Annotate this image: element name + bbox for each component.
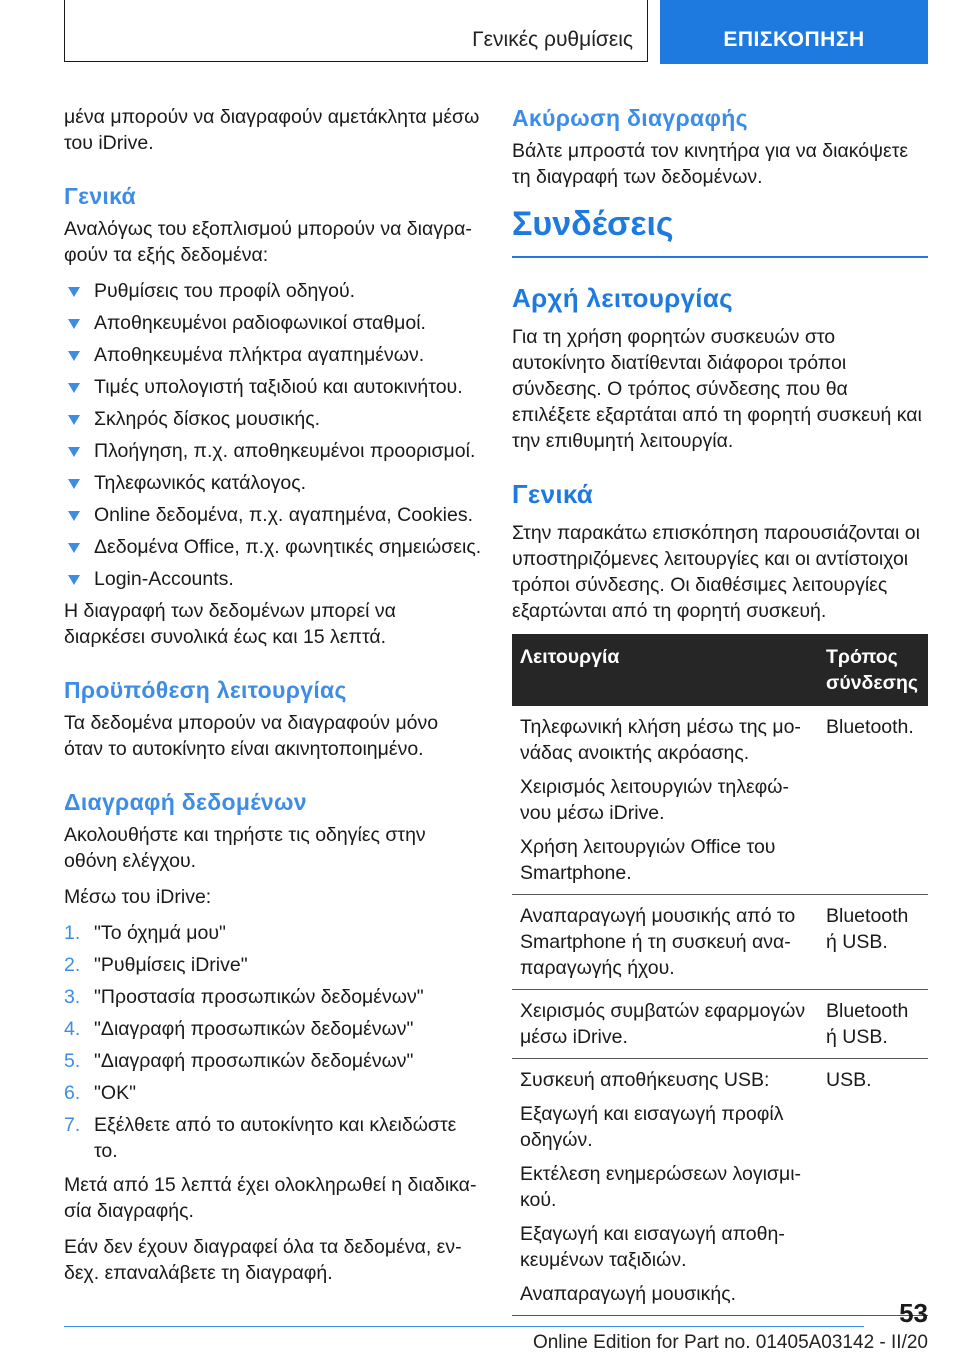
overview-tab[interactable]: ΕΠΙΣΚΟΠΗΣΗ (660, 0, 928, 64)
step-item: 7. Εξέλθετε από το αυτοκίνητο και κλειδώστε το. (64, 1114, 457, 1162)
triangle-bullet-icon (68, 383, 80, 393)
connections-heading: Συνδέσεις (512, 204, 928, 258)
list-item: Τηλεφωνικός κατάλογος. (64, 470, 482, 496)
table-row (512, 706, 928, 895)
via-idrive-text: Μέσω του iDrive: (64, 886, 212, 908)
list-item: Αποθηκευμένοι ραδιοφωνικοί σταθμοί. (64, 310, 482, 336)
cancel-heading: Ακύρωση διαγραφής (512, 105, 748, 131)
section-title: Γενικές ρυθμίσεις (64, 0, 648, 62)
delete-data-text: Ακολουθήστε και τηρήστε τις οδηγίες στην οθόνη ελέγχου. (64, 824, 426, 872)
column-header-function: Λειτουργία (512, 634, 818, 706)
triangle-bullet-icon (68, 511, 80, 521)
step-item: 4. "Διαγραφή προσωπικών δεδομένων" (64, 1018, 414, 1040)
function-cell: Αναπαραγωγή μουσικής από το Smartphone ή τη συσκευή ανα‐παραγωγής ήχου. (512, 895, 818, 990)
list-item: Login-Accounts. (64, 566, 482, 592)
function-cell: Τηλεφωνική κλήση μέσω της μο‐νάδας ανοικτής ακρόασης. Χειρισμός λειτουργιών τηλεφώ‐νου μέσω iDrive. Χρήση λειτουργιών Office του Smartphone. (512, 706, 818, 895)
step-item: 1. "Το όχημά μου" (64, 922, 226, 944)
table-row (512, 990, 928, 1059)
list-item: Τιμές υπολογιστή ταξιδιού και αυτοκινήτου. (64, 374, 482, 400)
function-cell: Συσκευή αποθήκευσης USB: Εξαγωγή και εισαγωγή προφίλ οδηγών. Εκτέλεση ενημερώσεων λογισμι‐κού. Εξαγωγή και εισαγωγή αποθη‐κευμένων ταξιδιών. Αναπαραγωγή μουσικής. (512, 1059, 818, 1316)
principle-heading: Αρχή λειτουργίας (512, 283, 733, 313)
precondition-text: Τα δεδομένα μπορούν να διαγραφούν μόνο όταν το αυτοκίνητο είναι ακινητοποιημένο. (64, 712, 439, 760)
intro-text: μένα μπορούν να διαγραφούν αμετάκλητα μέσω του iDrive. (64, 106, 480, 154)
after-text: Μετά από 15 λεπτά έχει ολοκληρωθεί η διαδικα‐σία διαγραφής. (64, 1174, 477, 1222)
triangle-bullet-icon (68, 479, 80, 489)
step-item: 6. "OK" (64, 1082, 137, 1104)
general-heading: Γενικά (64, 183, 136, 209)
connection-cell: USB. (818, 1059, 928, 1316)
step-item: 5. "Διαγραφή προσωπικών δεδομένων" (64, 1050, 414, 1072)
connection-cell: Bluetooth ή USB. (818, 990, 928, 1059)
table-row (512, 895, 928, 990)
right-column (512, 104, 928, 1316)
triangle-bullet-icon (68, 319, 80, 329)
column-header-connection: Τρόπος σύνδεσης (818, 634, 928, 706)
delete-steps-list (64, 920, 482, 1164)
connection-cell: Bluetooth. (818, 706, 928, 895)
delete-data-heading: Διαγραφή δεδομένων (64, 789, 307, 815)
triangle-bullet-icon (68, 415, 80, 425)
triangle-bullet-icon (68, 351, 80, 361)
triangle-bullet-icon (68, 575, 80, 585)
duration-text: Η διαγραφή των δεδομένων μπορεί να διαρκέσει συνολικά έως και 15 λεπτά. (64, 600, 396, 648)
triangle-bullet-icon (68, 447, 80, 457)
edition-footer: Online Edition for Part no. 01405A03142 - II/20 (532, 1332, 928, 1353)
triangle-bullet-icon (68, 543, 80, 553)
connection-cell: Bluetooth ή USB. (818, 895, 928, 990)
cancel-text: Βάλτε μπροστά τον κινητήρα για να διακόψετε τη διαγραφή των δεδομένων. (512, 140, 909, 188)
function-cell: Χειρισμός συμβατών εφαρμογών μέσω iDrive. (512, 990, 818, 1059)
list-item: Δεδομένα Office, π.χ. φωνητικές σημειώσεις. (64, 534, 482, 560)
list-item: Ρυθμίσεις του προφίλ οδηγού. (64, 278, 482, 304)
precondition-heading: Προϋπόθεση λειτουργίας (64, 677, 347, 703)
deletable-data-list (64, 278, 482, 592)
page-number: 53 (899, 1298, 928, 1328)
list-item: Online δεδομένα, π.χ. αγαπημένα, Cookies. (64, 502, 482, 528)
connection-table (512, 634, 928, 1316)
triangle-bullet-icon (68, 287, 80, 297)
list-item: Σκληρός δίσκος μουσικής. (64, 406, 482, 432)
general-text-right: Στην παρακάτω επισκόπηση παρουσιάζονται οι υποστηριζόμενες λειτουργίες και οι αντίστοιχοι τρόποι σύνδεσης. Οι διαθέσιμες λειτουργίες εξαρτώνται από τη φορητή συσκευή. (512, 522, 920, 622)
page-header (64, 0, 928, 64)
general-heading-right: Γενικά (512, 479, 594, 509)
principle-text: Για τη χρήση φορητών συσκευών στο αυτοκίνητο διατίθενται διάφοροι τρόποι σύνδεσης. Ο τρόπος σύνδεσης που θα επιλέξετε εξαρτάται από τη φορητή συσκευή και την επιθυμητή λειτουργία. (512, 326, 922, 452)
left-column (64, 104, 482, 1296)
repeat-text: Εάν δεν έχουν διαγραφεί όλα τα δεδομένα, εν‐δεχ. επαναλάβετε τη διαγραφή. (64, 1236, 462, 1284)
step-item: 2. "Ρυθμίσεις iDrive" (64, 954, 248, 976)
general-text: Αναλόγως του εξοπλισμού μπορούν να διαγρα‐φούν τα εξής δεδομένα: (64, 218, 472, 266)
list-item: Πλοήγηση, π.χ. αποθηκευμένοι προορισμοί. (64, 438, 482, 464)
footer-divider (64, 1326, 864, 1327)
table-header-row (512, 634, 928, 706)
list-item: Αποθηκευμένα πλήκτρα αγαπημένων. (64, 342, 482, 368)
step-item: 3. "Προστασία προσωπικών δεδομένων" (64, 986, 424, 1008)
table-row (512, 1059, 928, 1316)
